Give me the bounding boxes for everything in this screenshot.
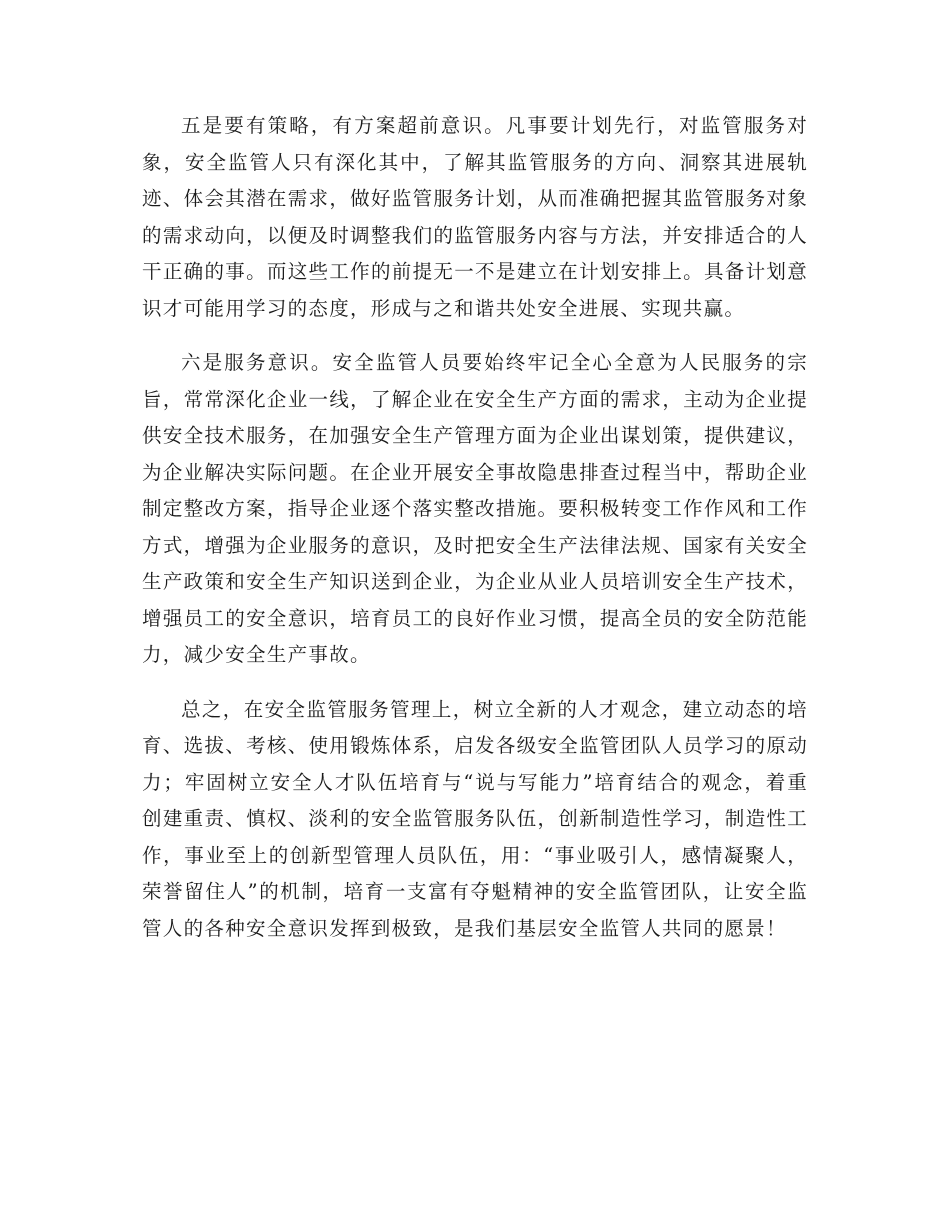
paragraph-conclusion: 总之，在安全监管服务管理上，树立全新的人才观念，建立动态的培育、选拔、考核、使用锻炼体系，启发各级安全监管团队人员学习的原动力；牢固树立安全人才队伍培育与“说与写能力”培育结合的观念，着重创建重责、慎权、淡利的安全监管服务队伍，创新制造性学习，制造性工作，事业至上的创新型管理人员队伍，用：“事业吸引人，感情凝聚人，荣誉留住人”的机制，培育一支富有夺魁精神的安全监管团队，让安全监管人的各种安全意识发挥到极致，是我们基层安全监管人共同的愿景！ — [142, 697, 808, 940]
paragraph-service-awareness: 六是服务意识。安全监管人员要始终牢记全心全意为人民服务的宗旨，常常深化企业一线，了解企业在安全生产方面的需求，主动为企业提供安全技术服务，在加强安全生产管理方面为企业出谋划策，提供建议，为企业解决实际问题。在企业开展安全事故隐患排查过程当中，帮助企业制定整改方案，指导企业逐个落实整改措施。要积极转变工作作风和工作方式，增强为企业服务的意识，及时把安全生产法律法规、国家有关安全生产政策和安全生产知识送到企业，为企业从业人员培训安全生产技术，增强员工的安全意识，培育员工的良好作业习惯，提高全员的安全防范能力，减少安全生产事故。 — [142, 351, 808, 666]
document-page — [142, 108, 808, 965]
paragraph-strategy-awareness: 五是要有策略，有方案超前意识。凡事要计划先行，对监管服务对象，安全监管人只有深化其中，了解其监管服务的方向、洞察其进展轨迹、体会其潜在需求，做好监管服务计划，从而准确把握其监管服务对象的需求动向，以便及时调整我们的监管服务内容与方法，并安排适合的人干正确的事。而这些工作的前提无一不是建立在计划安排上。具备计划意识才可能用学习的态度，形成与之和谐共处安全进展、实现共赢。 — [142, 114, 808, 320]
